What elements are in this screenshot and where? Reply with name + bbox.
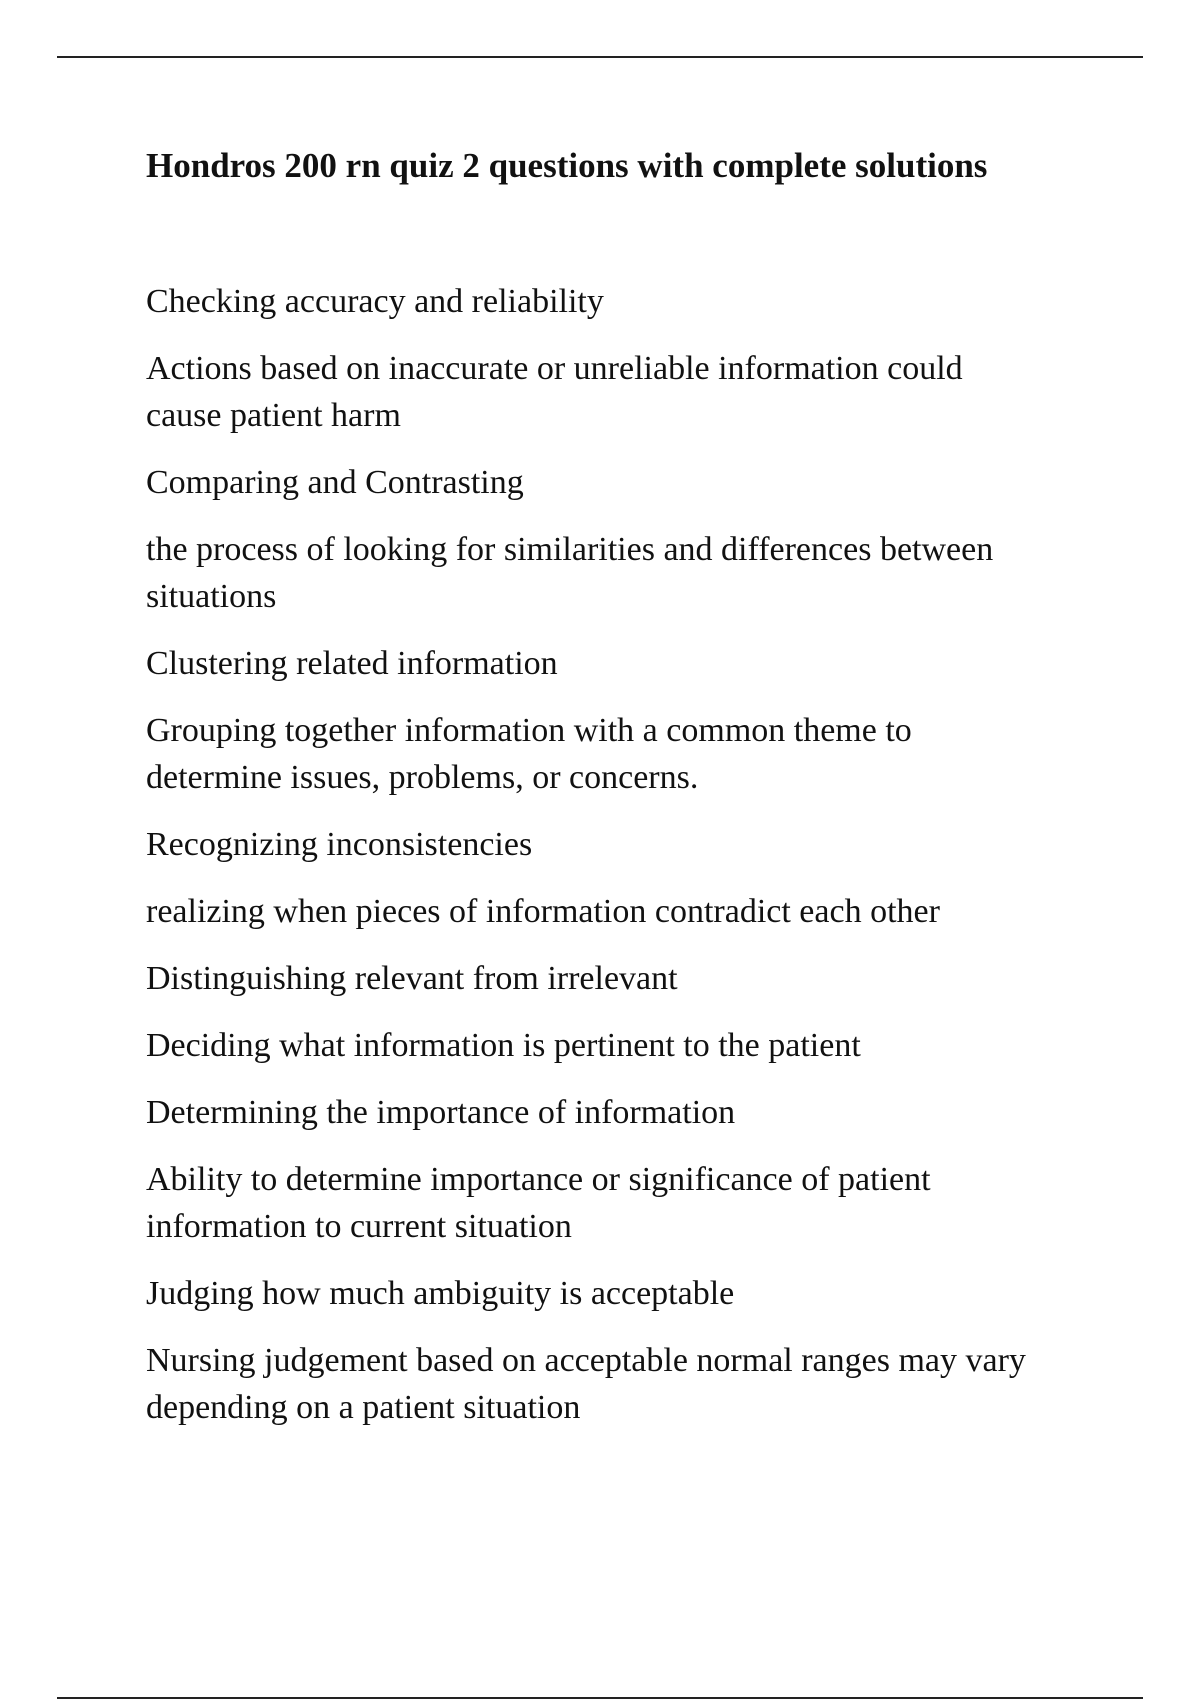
entry-line: Ability to determine importance or significance of patient bbox=[146, 1161, 931, 1198]
entry-definition bbox=[146, 526, 1146, 620]
entry-definition bbox=[146, 1337, 1146, 1431]
entry-line: Clustering related information bbox=[146, 645, 558, 682]
entry-term bbox=[146, 459, 1146, 506]
document-body bbox=[146, 278, 1146, 1451]
entry-line: determine issues, problems, or concerns. bbox=[146, 759, 699, 796]
entry-line: Recognizing inconsistencies bbox=[146, 826, 533, 863]
entry-line: Judging how much ambiguity is acceptable bbox=[146, 1275, 735, 1312]
footer-rule bbox=[57, 1697, 1143, 1699]
entry-line: realizing when pieces of information contradict each other bbox=[146, 893, 940, 930]
entry-term bbox=[146, 640, 1146, 687]
entry-line: situations bbox=[146, 578, 277, 615]
entry-line: the process of looking for similarities and differences between bbox=[146, 531, 994, 568]
entry-line: Checking accuracy and reliability bbox=[146, 283, 604, 320]
entry-definition bbox=[146, 888, 1146, 935]
entry-term bbox=[146, 955, 1146, 1002]
entry-definition bbox=[146, 345, 1146, 439]
entry-line: Actions based on inaccurate or unreliable information could bbox=[146, 350, 963, 387]
entry-line: cause patient harm bbox=[146, 397, 401, 434]
entry-term bbox=[146, 1270, 1146, 1317]
entry-term bbox=[146, 821, 1146, 868]
entry-term bbox=[146, 278, 1146, 325]
document-title: Hondros 200 rn quiz 2 questions with complete solutions bbox=[146, 146, 988, 185]
entry-definition bbox=[146, 707, 1146, 801]
entry-term bbox=[146, 1089, 1146, 1136]
entry-line: Determining the importance of information bbox=[146, 1094, 736, 1131]
entry-line: Grouping together information with a common theme to bbox=[146, 712, 912, 749]
entry-line: Distinguishing relevant from irrelevant bbox=[146, 960, 678, 997]
entry-definition bbox=[146, 1022, 1146, 1069]
entry-line: Comparing and Contrasting bbox=[146, 464, 524, 501]
entry-line: Deciding what information is pertinent to the patient bbox=[146, 1027, 861, 1064]
entry-definition bbox=[146, 1156, 1146, 1250]
entry-line: depending on a patient situation bbox=[146, 1389, 581, 1426]
entry-line: Nursing judgement based on acceptable normal ranges may vary bbox=[146, 1342, 1026, 1379]
header-rule bbox=[57, 56, 1143, 58]
entry-line: information to current situation bbox=[146, 1208, 572, 1245]
